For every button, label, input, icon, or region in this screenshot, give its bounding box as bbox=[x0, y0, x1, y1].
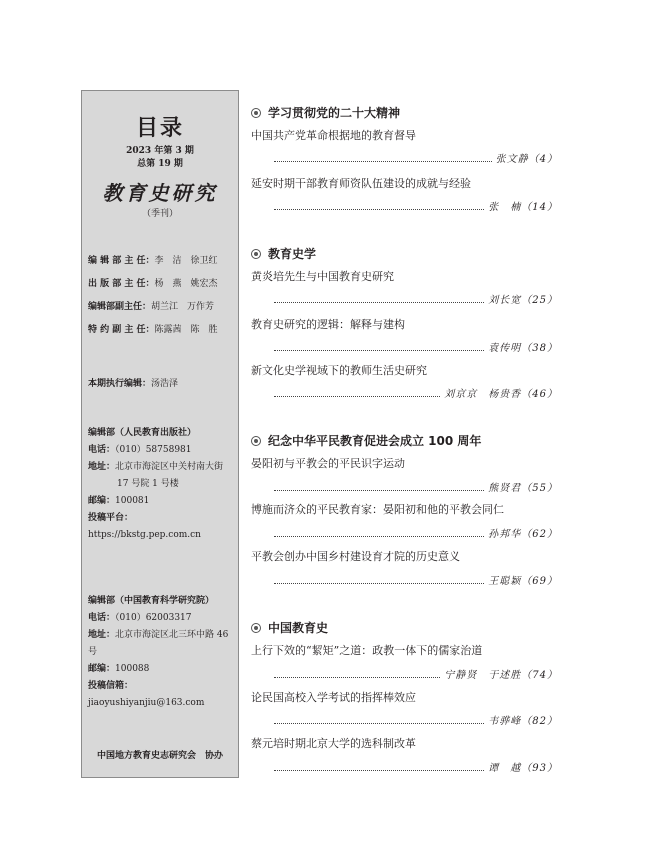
article-author-line bbox=[274, 525, 558, 540]
article-title[interactable]: 蔡元培时期北京大学的选科制改革 bbox=[251, 737, 416, 750]
article-author: 刘京京 杨贵香（46） bbox=[444, 389, 558, 400]
article-author: 熊贤君（55） bbox=[488, 483, 558, 494]
staff-names: 汤浩泽 bbox=[151, 379, 179, 389]
office-pep: 编辑部（人民教育出版社） 电话：（010）58758981 地址：北京市海淀区中关村南大街 17 号院 1 号楼 邮编：100081 投稿平台：https://bkstg.pep.com.cn bbox=[88, 425, 238, 544]
article-author: 张 楠（14） bbox=[488, 202, 558, 213]
leader-dots bbox=[274, 723, 484, 724]
section-heading: 纪念中华平民教育促进会成立 100 周年 bbox=[251, 432, 481, 449]
article-author-line bbox=[274, 150, 558, 165]
article-author: 张文静（4） bbox=[495, 154, 558, 165]
office-phone: （010）62003317 bbox=[115, 613, 192, 623]
leader-dots bbox=[274, 770, 484, 771]
article-author: 宁静贤 于述胜（74） bbox=[444, 670, 558, 681]
office-heading: 编辑部（中国教育科学研究院） bbox=[88, 596, 215, 606]
article-author-line bbox=[274, 198, 558, 213]
article-title[interactable]: 黄炎培先生与中国教育史研究 bbox=[251, 270, 394, 283]
article-author: 刘长宽（25） bbox=[488, 295, 558, 306]
submission-link[interactable]: https://bkstg.pep.com.cn bbox=[88, 530, 201, 540]
article-author-line bbox=[274, 759, 558, 774]
article-author: 谭 越（93） bbox=[488, 763, 558, 774]
leader-dots bbox=[274, 302, 484, 303]
staff-names: 陈露茜 陈 胜 bbox=[154, 325, 218, 335]
article-author: 袁传明（38） bbox=[488, 343, 558, 354]
office-address: 北京市海淀区中关村南大街 bbox=[115, 462, 224, 472]
office-phone: （010）58758981 bbox=[115, 445, 192, 455]
section-heading: 教育史学 bbox=[251, 245, 316, 262]
article-title[interactable]: 博施而济众的平民教育家：晏阳初和他的平教会同仁 bbox=[251, 503, 504, 516]
article-author-line bbox=[274, 712, 558, 727]
article-title[interactable]: 教育史研究的逻辑：解释与建构 bbox=[251, 318, 405, 331]
executive-editor bbox=[88, 376, 178, 389]
leader-dots bbox=[274, 583, 484, 584]
staff-names: 李 洁 徐卫红 bbox=[154, 256, 218, 266]
office-address-line2: 17 号院 1 号楼 bbox=[117, 479, 179, 489]
staff-role: 编 辑 部 主 任： bbox=[88, 256, 155, 266]
article-author: 韦骅峰（82） bbox=[488, 716, 558, 727]
section-heading: 学习贯彻党的二十大精神 bbox=[251, 104, 400, 121]
circle-bullet-icon bbox=[251, 623, 261, 633]
article-title[interactable]: 平教会创办中国乡村建设育才院的历史意义 bbox=[251, 550, 460, 563]
leader-dots bbox=[274, 536, 484, 537]
office-postcode: 100081 bbox=[115, 496, 150, 506]
office-postcode: 100088 bbox=[115, 664, 150, 674]
article-title[interactable]: 新文化史学视域下的教师生活史研究 bbox=[251, 364, 427, 377]
article-author-line bbox=[274, 666, 558, 681]
office-address: 北京市海淀区北三环中路 46 号 bbox=[88, 630, 229, 657]
article-title[interactable]: 上行下效的“絜矩”之道：政教一体下的儒家治道 bbox=[251, 644, 483, 657]
staff-line bbox=[88, 276, 218, 289]
article-author: 孙邦华（62） bbox=[488, 529, 558, 540]
article-author-line bbox=[274, 339, 558, 354]
journal-name: 教育史研究 bbox=[102, 181, 218, 205]
leader-dots bbox=[274, 350, 484, 351]
office-heading: 编辑部（人民教育出版社） bbox=[88, 428, 197, 438]
leader-dots bbox=[274, 396, 440, 397]
staff-names: 杨 燕 姚宏杰 bbox=[154, 279, 218, 289]
staff-role: 本期执行编辑： bbox=[88, 379, 152, 389]
article-author-line bbox=[274, 479, 558, 494]
toc-title: 目录 bbox=[135, 115, 184, 141]
article-title[interactable]: 晏阳初与平教会的平民识字运动 bbox=[251, 457, 405, 470]
staff-role: 出 版 部 主 任： bbox=[88, 279, 155, 289]
staff-line bbox=[88, 322, 218, 335]
leader-dots bbox=[274, 161, 492, 162]
journal-frequency: （季刊） bbox=[141, 209, 178, 219]
circle-bullet-icon bbox=[251, 436, 261, 446]
staff-names: 胡兰江 万作芳 bbox=[151, 302, 215, 312]
staff-line bbox=[88, 299, 214, 312]
leader-dots bbox=[274, 209, 484, 210]
leader-dots bbox=[274, 677, 440, 678]
leader-dots bbox=[274, 490, 484, 491]
article-title[interactable]: 论民国高校入学考试的指挥棒效应 bbox=[251, 691, 416, 704]
submission-email[interactable]: jiaoyushiyanjiu@163.com bbox=[88, 698, 205, 708]
circle-bullet-icon bbox=[251, 249, 261, 259]
office-nies: 编辑部（中国教育科学研究院） 电话：（010）62003317 地址：北京市海淀区北三环中路 46 号 邮编：100088 投稿信箱：jiaoyushiyanjiu@163.com bbox=[88, 593, 238, 712]
co-organizer: 中国地方教育史志研究会 协办 bbox=[96, 751, 223, 761]
staff-line bbox=[88, 253, 218, 266]
article-author-line bbox=[274, 385, 558, 400]
issue-number: 2023 年第 3 期 bbox=[126, 146, 194, 156]
circle-bullet-icon bbox=[251, 108, 261, 118]
article-title[interactable]: 中国共产党革命根据地的教育督导 bbox=[251, 129, 416, 142]
staff-role: 编辑部副主任： bbox=[88, 302, 152, 312]
article-author-line bbox=[274, 291, 558, 306]
article-title[interactable]: 延安时期干部教育师资队伍建设的成就与经验 bbox=[251, 177, 471, 190]
section-heading: 中国教育史 bbox=[251, 619, 328, 636]
article-author: 王聪颖（69） bbox=[488, 576, 558, 587]
total-issue-number: 总第 19 期 bbox=[137, 159, 183, 169]
sidebar-panel bbox=[81, 90, 239, 778]
staff-role: 特 约 副 主 任： bbox=[88, 325, 155, 335]
article-author-line bbox=[274, 572, 558, 587]
